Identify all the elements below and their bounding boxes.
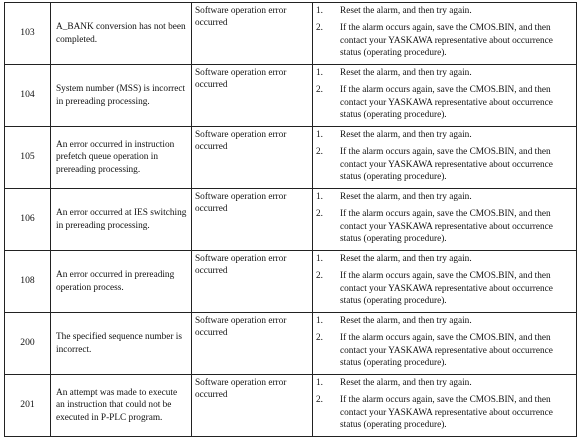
remedy-step xyxy=(313,332,572,369)
step-number: 2. xyxy=(316,271,323,282)
table-row xyxy=(5,65,577,127)
alarm-type: Software operation error occurred xyxy=(192,251,313,313)
remedy-cell xyxy=(313,65,577,127)
alarm-description: A_BANK conversion has not been completed. xyxy=(51,3,192,65)
alarm-description: An error occurred at IES switching in prereading processing. xyxy=(51,189,192,251)
step-number: 1. xyxy=(316,6,323,16)
alarm-description: An attempt was made to execute an instruction that could not be executed in P-PLC program. xyxy=(51,375,192,437)
step-number: 1. xyxy=(316,378,323,388)
alarm-number: 200 xyxy=(5,313,51,375)
remedy-step xyxy=(313,67,572,79)
remedy-cell xyxy=(313,313,577,375)
alarm-type: Software operation error occurred xyxy=(192,127,313,189)
remedy-step xyxy=(313,208,572,245)
remedy-step xyxy=(313,5,572,17)
step-text: If the alarm occurs again, save the CMOS.BIN, and then contact your YASKAWA representative about occurrence status (operating procedure). xyxy=(340,209,553,245)
remedy-step xyxy=(313,270,572,307)
step-text: If the alarm occurs again, save the CMOS.BIN, and then contact your YASKAWA representative about occurrence status (operating procedure). xyxy=(340,23,553,59)
remedy-step xyxy=(313,394,572,431)
step-text: If the alarm occurs again, save the CMOS.BIN, and then contact your YASKAWA representative about occurrence status (operating procedure). xyxy=(340,271,553,307)
step-text: Reset the alarm, and then try again. xyxy=(340,316,472,326)
step-text: Reset the alarm, and then try again. xyxy=(340,192,472,202)
alarm-description: The specified sequence number is incorrect. xyxy=(51,313,192,375)
remedy-cell xyxy=(313,3,577,65)
table-row xyxy=(5,127,577,189)
step-number: 2. xyxy=(316,85,323,96)
step-number: 2. xyxy=(316,23,323,34)
table-row xyxy=(5,375,577,437)
alarm-number: 108 xyxy=(5,251,51,313)
step-number: 2. xyxy=(316,147,323,158)
remedy-step xyxy=(313,191,572,203)
step-number: 1. xyxy=(316,192,323,202)
table-row xyxy=(5,189,577,251)
step-text: If the alarm occurs again, save the CMOS.BIN, and then contact your YASKAWA representative about occurrence status (operating procedure). xyxy=(340,85,553,121)
step-text: Reset the alarm, and then try again. xyxy=(340,68,472,78)
alarm-type: Software operation error occurred xyxy=(192,3,313,65)
remedy-step xyxy=(313,253,572,265)
alarm-description: An error occurred in instruction prefetch queue operation in prereading processing. xyxy=(51,127,192,189)
alarm-type: Software operation error occurred xyxy=(192,313,313,375)
alarm-type: Software operation error occurred xyxy=(192,189,313,251)
remedy-step xyxy=(313,22,572,59)
alarm-table-body xyxy=(5,3,577,437)
step-text: If the alarm occurs again, save the CMOS.BIN, and then contact your YASKAWA representative about occurrence status (operating procedure). xyxy=(340,147,553,183)
remedy-step xyxy=(313,84,572,121)
step-text: Reset the alarm, and then try again. xyxy=(340,130,472,140)
table-row xyxy=(5,3,577,65)
alarm-description: An error occurred in prereading operation process. xyxy=(51,251,192,313)
remedy-step xyxy=(313,377,572,389)
alarm-type: Software operation error occurred xyxy=(192,65,313,127)
remedy-step xyxy=(313,146,572,183)
remedy-cell xyxy=(313,127,577,189)
remedy-cell xyxy=(313,375,577,437)
step-number: 1. xyxy=(316,68,323,78)
table-row xyxy=(5,251,577,313)
step-text: Reset the alarm, and then try again. xyxy=(340,6,472,16)
remedy-step xyxy=(313,129,572,141)
remedy-cell xyxy=(313,251,577,313)
alarm-number: 201 xyxy=(5,375,51,437)
step-number: 1. xyxy=(316,254,323,264)
step-text: Reset the alarm, and then try again. xyxy=(340,254,472,264)
alarm-type: Software operation error occurred xyxy=(192,375,313,437)
alarm-number: 105 xyxy=(5,127,51,189)
alarm-number: 106 xyxy=(5,189,51,251)
alarm-number: 104 xyxy=(5,65,51,127)
remedy-step xyxy=(313,315,572,327)
step-number: 2. xyxy=(316,333,323,344)
step-text: If the alarm occurs again, save the CMOS.BIN, and then contact your YASKAWA representative about occurrence status (operating procedure). xyxy=(340,333,553,369)
alarm-description: System number (MSS) is incorrect in prereading processing. xyxy=(51,65,192,127)
step-number: 1. xyxy=(316,316,323,326)
alarm-table xyxy=(4,2,577,437)
table-row xyxy=(5,313,577,375)
alarm-number: 103 xyxy=(5,3,51,65)
step-text: If the alarm occurs again, save the CMOS.BIN, and then contact your YASKAWA representative about occurrence status (operating procedure). xyxy=(340,395,553,431)
remedy-cell xyxy=(313,189,577,251)
step-text: Reset the alarm, and then try again. xyxy=(340,378,472,388)
step-number: 2. xyxy=(316,395,323,406)
step-number: 2. xyxy=(316,209,323,220)
step-number: 1. xyxy=(316,130,323,140)
